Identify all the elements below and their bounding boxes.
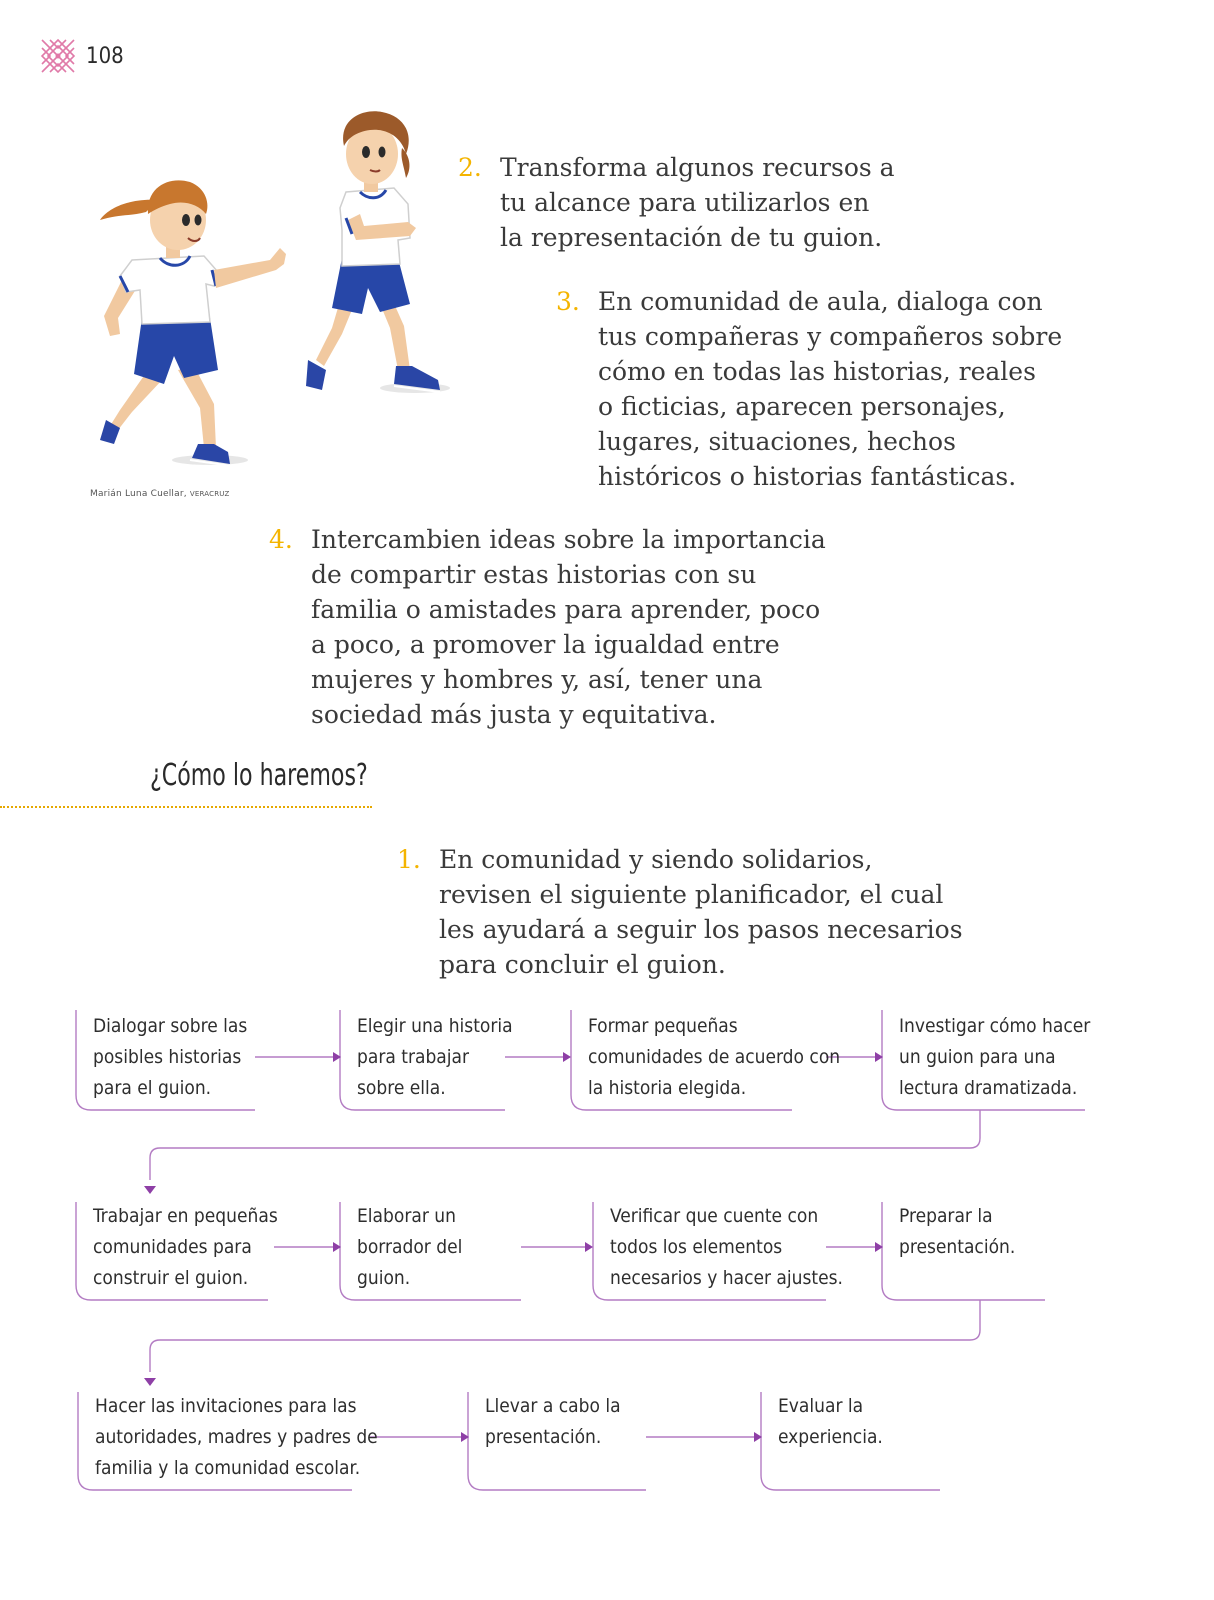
planner-step-elaborar: [357, 1201, 462, 1294]
step-line: Trabajar en pequeñas: [93, 1205, 278, 1227]
planner-step-elegir: [357, 1011, 513, 1104]
item-number: 2.: [458, 153, 482, 182]
page-number: 108: [86, 43, 124, 69]
step-line: necesarios y hacer ajustes.: [610, 1267, 843, 1289]
item-line: de compartir estas historias con su: [311, 560, 757, 589]
item-line: cómo en todas las historias, reales: [598, 357, 1036, 386]
item-line: tu alcance para utilizarlos en: [500, 188, 870, 217]
step-line: autoridades, madres y padres de: [95, 1426, 378, 1448]
step-line: construir el guion.: [93, 1267, 249, 1289]
step-line: presentación.: [899, 1236, 1016, 1258]
item-line: o ficticias, aparecen personajes,: [598, 392, 1006, 421]
planner-step-formar: [588, 1011, 840, 1104]
step-line: para el guion.: [93, 1077, 212, 1099]
item-number: 1.: [397, 845, 421, 874]
step-line: Formar pequeñas: [588, 1015, 738, 1037]
step-line: Investigar cómo hacer: [899, 1015, 1091, 1037]
item-line: En comunidad y siendo solidarios,: [439, 845, 873, 874]
item-line: les ayudará a seguir los pasos necesarios: [439, 915, 963, 944]
step-line: lectura dramatizada.: [899, 1077, 1078, 1099]
item-line: Intercambien ideas sobre la importancia: [311, 525, 826, 554]
planner-step-verificar: [610, 1201, 843, 1294]
step-line: la historia elegida.: [588, 1077, 747, 1099]
item-line: lugares, situaciones, hechos: [598, 427, 956, 456]
item-line: sociedad más justa y equitativa.: [311, 700, 717, 729]
planner-step-trabajar: [93, 1201, 278, 1294]
item-number: 3.: [556, 287, 580, 316]
planner-step-evaluar: [778, 1391, 883, 1453]
step-line: experiencia.: [778, 1426, 883, 1448]
step-line: Dialogar sobre las: [93, 1015, 248, 1037]
step-line: comunidades de acuerdo con: [588, 1046, 841, 1068]
credit-name: Marián Luna Cuellar,: [90, 489, 187, 499]
planner-step-invitaciones: [95, 1391, 378, 1484]
step-line: Llevar a cabo la: [485, 1395, 621, 1417]
step-line: borrador del: [357, 1236, 463, 1258]
item-line: familia o amistades para aprender, poco: [311, 595, 821, 624]
item-line: mujeres y hombres y, así, tener una: [311, 665, 763, 694]
step-line: Hacer las invitaciones para las: [95, 1395, 357, 1417]
planner-step-llevar: [485, 1391, 621, 1453]
step-line: Elaborar un: [357, 1205, 456, 1227]
step-line: familia y la comunidad escolar.: [95, 1457, 361, 1479]
planner-step-dialogar: [93, 1011, 247, 1104]
credit-place: VERACRUZ: [189, 490, 230, 498]
planner-step-investigar: [899, 1011, 1090, 1104]
step-line: presentación.: [485, 1426, 602, 1448]
item-line: para concluir el guion.: [439, 950, 726, 979]
item-line: a poco, a promover la igualdad entre: [311, 630, 780, 659]
step-line: posibles historias: [93, 1046, 242, 1068]
item-line: revisen el siguiente planificador, el cual: [439, 880, 944, 909]
item-line: En comunidad de aula, dialoga con: [598, 287, 1043, 316]
step-line: un guion para una: [899, 1046, 1056, 1068]
step-line: comunidades para: [93, 1236, 252, 1258]
step-line: Elegir una historia: [357, 1015, 513, 1037]
section-title: ¿Cómo lo haremos?: [150, 758, 368, 793]
step-line: Preparar la: [899, 1205, 993, 1227]
step-line: guion.: [357, 1267, 411, 1289]
item-line: históricos o historias fantásticas.: [598, 462, 1017, 491]
item-line: tus compañeras y compañeros sobre: [598, 322, 1063, 351]
item-line: la representación de tu guion.: [500, 223, 883, 252]
step-line: todos los elementos: [610, 1236, 783, 1258]
step-line: sobre ella.: [357, 1077, 446, 1099]
step-line: para trabajar: [357, 1046, 470, 1068]
step-line: Verificar que cuente con: [610, 1205, 819, 1227]
item-line: Transforma algunos recursos a: [500, 153, 895, 182]
item-number: 4.: [269, 525, 293, 554]
planner-step-preparar: [899, 1201, 1015, 1263]
step-line: Evaluar la: [778, 1395, 864, 1417]
